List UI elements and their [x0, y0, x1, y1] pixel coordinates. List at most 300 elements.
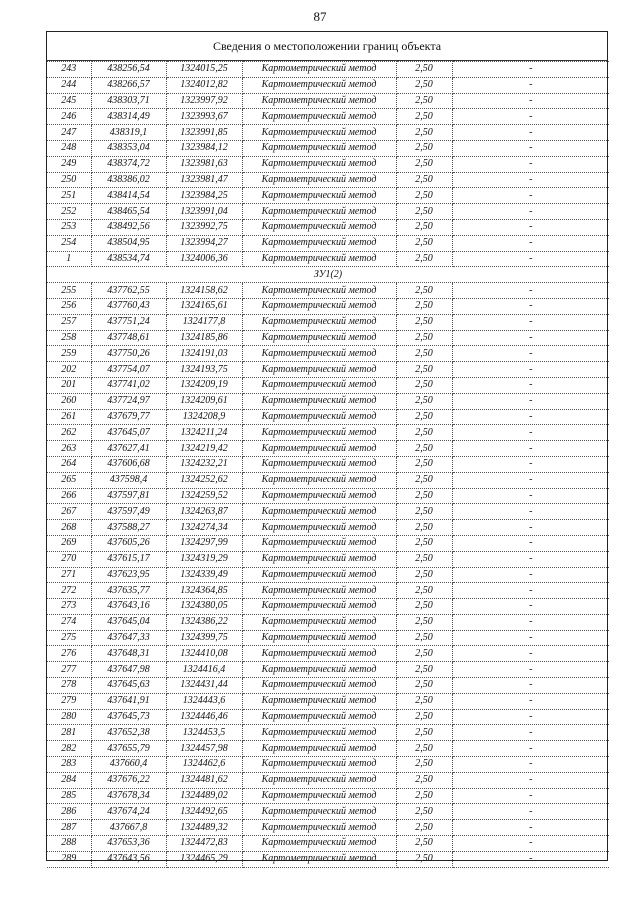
point-number-cell: 277 — [47, 662, 91, 678]
description-cell: - — [452, 62, 609, 78]
accuracy-cell: 2,50 — [396, 172, 452, 188]
accuracy-cell: 2,50 — [396, 125, 452, 141]
accuracy-cell: 2,50 — [396, 788, 452, 804]
description-cell: - — [452, 820, 609, 836]
point-number-cell: 258 — [47, 330, 91, 346]
description-cell: - — [452, 772, 609, 788]
x-coordinate-cell: 437653,36 — [91, 836, 166, 852]
x-coordinate-cell: 437645,04 — [91, 614, 166, 630]
method-cell: Картометрический метод — [242, 741, 396, 757]
x-coordinate-cell: 437588,27 — [91, 520, 166, 536]
table-row — [47, 393, 609, 409]
x-coordinate-cell: 437643,56 — [91, 851, 166, 867]
description-cell: - — [452, 788, 609, 804]
y-coordinate-cell: 1324012,82 — [166, 77, 242, 93]
y-coordinate-cell: 1324364,85 — [166, 583, 242, 599]
point-number-cell: 265 — [47, 472, 91, 488]
x-coordinate-cell: 437635,77 — [91, 583, 166, 599]
point-number-cell: 282 — [47, 741, 91, 757]
x-coordinate-cell: 438534,74 — [91, 251, 166, 267]
point-number-cell: 284 — [47, 772, 91, 788]
table-row — [47, 599, 609, 615]
y-coordinate-cell: 1324209,19 — [166, 377, 242, 393]
method-cell: Картометрический метод — [242, 204, 396, 220]
y-coordinate-cell: 1323993,67 — [166, 109, 242, 125]
description-cell: - — [452, 851, 609, 867]
y-coordinate-cell: 1323991,85 — [166, 125, 242, 141]
table-row — [47, 188, 609, 204]
point-number-cell: 274 — [47, 614, 91, 630]
page-number: 87 — [313, 9, 327, 24]
method-cell: Картометрический метод — [242, 77, 396, 93]
point-number-cell: 271 — [47, 567, 91, 583]
y-coordinate-cell: 1324191,03 — [166, 346, 242, 362]
table-row — [47, 804, 609, 820]
point-number-cell: 270 — [47, 551, 91, 567]
method-cell: Картометрический метод — [242, 693, 396, 709]
description-cell: - — [452, 393, 609, 409]
method-cell: Картометрический метод — [242, 393, 396, 409]
point-number-cell: 283 — [47, 757, 91, 773]
x-coordinate-cell: 437760,43 — [91, 298, 166, 314]
x-coordinate-cell: 438314,49 — [91, 109, 166, 125]
description-cell: - — [452, 219, 609, 235]
description-cell: - — [452, 251, 609, 267]
method-cell: Картометрический метод — [242, 441, 396, 457]
x-coordinate-cell: 437615,17 — [91, 551, 166, 567]
table-row — [47, 172, 609, 188]
x-coordinate-cell: 437598,4 — [91, 472, 166, 488]
y-coordinate-cell: 1324006,36 — [166, 251, 242, 267]
method-cell: Картометрический метод — [242, 456, 396, 472]
description-cell: - — [452, 330, 609, 346]
point-number-cell: 266 — [47, 488, 91, 504]
method-cell: Картометрический метод — [242, 488, 396, 504]
accuracy-cell: 2,50 — [396, 314, 452, 330]
method-cell: Картометрический метод — [242, 219, 396, 235]
table-row — [47, 330, 609, 346]
section-label: ЗУ1(2) — [47, 267, 609, 283]
point-number-cell: 202 — [47, 362, 91, 378]
y-coordinate-cell: 1324263,87 — [166, 504, 242, 520]
y-coordinate-cell: 1323981,63 — [166, 156, 242, 172]
y-coordinate-cell: 1323991,04 — [166, 204, 242, 220]
accuracy-cell: 2,50 — [396, 409, 452, 425]
y-coordinate-cell: 1324158,62 — [166, 283, 242, 299]
accuracy-cell: 2,50 — [396, 630, 452, 646]
accuracy-cell: 2,50 — [396, 377, 452, 393]
table-row — [47, 472, 609, 488]
description-cell: - — [452, 709, 609, 725]
x-coordinate-cell: 437676,22 — [91, 772, 166, 788]
method-cell: Картометрический метод — [242, 346, 396, 362]
table-row — [47, 820, 609, 836]
y-coordinate-cell: 1324416,4 — [166, 662, 242, 678]
method-cell: Картометрический метод — [242, 583, 396, 599]
x-coordinate-cell: 437605,26 — [91, 535, 166, 551]
method-cell: Картометрический метод — [242, 520, 396, 536]
point-number-cell: 276 — [47, 646, 91, 662]
description-cell: - — [452, 836, 609, 852]
x-coordinate-cell: 437645,63 — [91, 678, 166, 694]
x-coordinate-cell: 438386,02 — [91, 172, 166, 188]
method-cell: Картометрический метод — [242, 125, 396, 141]
accuracy-cell: 2,50 — [396, 330, 452, 346]
table-row — [47, 741, 609, 757]
point-number-cell: 286 — [47, 804, 91, 820]
accuracy-cell: 2,50 — [396, 520, 452, 536]
accuracy-cell: 2,50 — [396, 646, 452, 662]
point-number-cell: 250 — [47, 172, 91, 188]
point-number-cell: 263 — [47, 441, 91, 457]
point-number-cell: 247 — [47, 125, 91, 141]
point-number-cell: 245 — [47, 93, 91, 109]
table-row — [47, 456, 609, 472]
y-coordinate-cell: 1324380,05 — [166, 599, 242, 615]
x-coordinate-cell: 437655,79 — [91, 741, 166, 757]
y-coordinate-cell: 1324319,29 — [166, 551, 242, 567]
description-cell: - — [452, 804, 609, 820]
table-row — [47, 693, 609, 709]
point-number-cell: 267 — [47, 504, 91, 520]
accuracy-cell: 2,50 — [396, 551, 452, 567]
table-row — [47, 140, 609, 156]
description-cell: - — [452, 441, 609, 457]
y-coordinate-cell: 1324492,65 — [166, 804, 242, 820]
coordinates-table — [47, 61, 609, 868]
x-coordinate-cell: 437647,98 — [91, 662, 166, 678]
description-cell: - — [452, 283, 609, 299]
point-number-cell: 275 — [47, 630, 91, 646]
y-coordinate-cell: 1324297,99 — [166, 535, 242, 551]
table-title: Сведения о местоположении границ объекта — [47, 32, 607, 61]
description-cell: - — [452, 377, 609, 393]
method-cell: Картометрический метод — [242, 725, 396, 741]
point-number-cell: 269 — [47, 535, 91, 551]
method-cell: Картометрический метод — [242, 172, 396, 188]
y-coordinate-cell: 1324219,42 — [166, 441, 242, 457]
description-cell: - — [452, 93, 609, 109]
description-cell: - — [452, 725, 609, 741]
table-row — [47, 298, 609, 314]
table-row — [47, 409, 609, 425]
accuracy-cell: 2,50 — [396, 567, 452, 583]
accuracy-cell: 2,50 — [396, 425, 452, 441]
point-number-cell: 252 — [47, 204, 91, 220]
table-row — [47, 662, 609, 678]
x-coordinate-cell: 437652,38 — [91, 725, 166, 741]
accuracy-cell: 2,50 — [396, 820, 452, 836]
description-cell: - — [452, 140, 609, 156]
description-cell: - — [452, 362, 609, 378]
accuracy-cell: 2,50 — [396, 662, 452, 678]
point-number-cell: 244 — [47, 77, 91, 93]
point-number-cell: 243 — [47, 62, 91, 78]
point-number-cell: 249 — [47, 156, 91, 172]
point-number-cell: 261 — [47, 409, 91, 425]
table-row — [47, 583, 609, 599]
table-row — [47, 204, 609, 220]
y-coordinate-cell: 1324274,34 — [166, 520, 242, 536]
table-row — [47, 125, 609, 141]
accuracy-cell: 2,50 — [396, 472, 452, 488]
x-coordinate-cell: 438374,72 — [91, 156, 166, 172]
method-cell: Картометрический метод — [242, 757, 396, 773]
accuracy-cell: 2,50 — [396, 678, 452, 694]
method-cell: Картометрический метод — [242, 614, 396, 630]
description-cell: - — [452, 488, 609, 504]
x-coordinate-cell: 438256,54 — [91, 62, 166, 78]
section-row — [47, 267, 609, 283]
point-number-cell: 260 — [47, 393, 91, 409]
method-cell: Картометрический метод — [242, 298, 396, 314]
point-number-cell: 285 — [47, 788, 91, 804]
accuracy-cell: 2,50 — [396, 235, 452, 251]
description-cell: - — [452, 172, 609, 188]
x-coordinate-cell: 437645,73 — [91, 709, 166, 725]
description-cell: - — [452, 125, 609, 141]
description-cell: - — [452, 156, 609, 172]
y-coordinate-cell: 1324453,5 — [166, 725, 242, 741]
x-coordinate-cell: 437597,81 — [91, 488, 166, 504]
point-number-cell: 251 — [47, 188, 91, 204]
y-coordinate-cell: 1324193,75 — [166, 362, 242, 378]
y-coordinate-cell: 1324185,86 — [166, 330, 242, 346]
table-row — [47, 93, 609, 109]
method-cell: Картометрический метод — [242, 362, 396, 378]
x-coordinate-cell: 437724,97 — [91, 393, 166, 409]
table-row — [47, 156, 609, 172]
y-coordinate-cell: 1324259,52 — [166, 488, 242, 504]
y-coordinate-cell: 1324410,08 — [166, 646, 242, 662]
description-cell: - — [452, 456, 609, 472]
y-coordinate-cell: 1324165,61 — [166, 298, 242, 314]
method-cell: Картометрический метод — [242, 251, 396, 267]
x-coordinate-cell: 438492,56 — [91, 219, 166, 235]
table-row — [47, 851, 609, 867]
description-cell: - — [452, 646, 609, 662]
accuracy-cell: 2,50 — [396, 725, 452, 741]
table-row — [47, 551, 609, 567]
point-number-cell: 264 — [47, 456, 91, 472]
x-coordinate-cell: 437627,41 — [91, 441, 166, 457]
accuracy-cell: 2,50 — [396, 693, 452, 709]
method-cell: Картометрический метод — [242, 377, 396, 393]
x-coordinate-cell: 437679,77 — [91, 409, 166, 425]
table-row — [47, 709, 609, 725]
y-coordinate-cell: 1324208,9 — [166, 409, 242, 425]
point-number-cell: 259 — [47, 346, 91, 362]
accuracy-cell: 2,50 — [396, 251, 452, 267]
point-number-cell: 272 — [47, 583, 91, 599]
x-coordinate-cell: 438353,04 — [91, 140, 166, 156]
description-cell: - — [452, 520, 609, 536]
point-number-cell: 281 — [47, 725, 91, 741]
description-cell: - — [452, 77, 609, 93]
y-coordinate-cell: 1324489,32 — [166, 820, 242, 836]
method-cell: Картометрический метод — [242, 678, 396, 694]
x-coordinate-cell: 437647,33 — [91, 630, 166, 646]
x-coordinate-cell: 437762,55 — [91, 283, 166, 299]
description-cell: - — [452, 188, 609, 204]
y-coordinate-cell: 1324472,83 — [166, 836, 242, 852]
y-coordinate-cell: 1324481,62 — [166, 772, 242, 788]
point-number-cell: 288 — [47, 836, 91, 852]
accuracy-cell: 2,50 — [396, 804, 452, 820]
x-coordinate-cell: 438414,54 — [91, 188, 166, 204]
accuracy-cell: 2,50 — [396, 219, 452, 235]
y-coordinate-cell: 1324232,21 — [166, 456, 242, 472]
point-number-cell: 287 — [47, 820, 91, 836]
accuracy-cell: 2,50 — [396, 836, 452, 852]
y-coordinate-cell: 1324386,22 — [166, 614, 242, 630]
x-coordinate-cell: 437645,07 — [91, 425, 166, 441]
x-coordinate-cell: 437678,34 — [91, 788, 166, 804]
method-cell: Картометрический метод — [242, 188, 396, 204]
description-cell: - — [452, 204, 609, 220]
y-coordinate-cell: 1324431,44 — [166, 678, 242, 694]
description-cell: - — [452, 693, 609, 709]
table-row — [47, 567, 609, 583]
method-cell: Картометрический метод — [242, 504, 396, 520]
table-row — [47, 346, 609, 362]
description-cell: - — [452, 567, 609, 583]
x-coordinate-cell: 437750,26 — [91, 346, 166, 362]
accuracy-cell: 2,50 — [396, 204, 452, 220]
table-row — [47, 630, 609, 646]
y-coordinate-cell: 1323984,12 — [166, 140, 242, 156]
table-row — [47, 520, 609, 536]
table-row — [47, 62, 609, 78]
accuracy-cell: 2,50 — [396, 741, 452, 757]
description-cell: - — [452, 662, 609, 678]
accuracy-cell: 2,50 — [396, 346, 452, 362]
method-cell: Картометрический метод — [242, 851, 396, 867]
table-row — [47, 836, 609, 852]
x-coordinate-cell: 437660,4 — [91, 757, 166, 773]
accuracy-cell: 2,50 — [396, 757, 452, 773]
point-number-cell: 255 — [47, 283, 91, 299]
accuracy-cell: 2,50 — [396, 393, 452, 409]
method-cell: Картометрический метод — [242, 630, 396, 646]
table-row — [47, 725, 609, 741]
x-coordinate-cell: 437754,07 — [91, 362, 166, 378]
table-row — [47, 219, 609, 235]
method-cell: Картометрический метод — [242, 646, 396, 662]
y-coordinate-cell: 1324489,02 — [166, 788, 242, 804]
y-coordinate-cell: 1323984,25 — [166, 188, 242, 204]
y-coordinate-cell: 1324209,61 — [166, 393, 242, 409]
x-coordinate-cell: 437741,02 — [91, 377, 166, 393]
method-cell: Картометрический метод — [242, 235, 396, 251]
description-cell: - — [452, 346, 609, 362]
method-cell: Картометрический метод — [242, 551, 396, 567]
accuracy-cell: 2,50 — [396, 709, 452, 725]
table-row — [47, 314, 609, 330]
table-row — [47, 251, 609, 267]
x-coordinate-cell: 437597,49 — [91, 504, 166, 520]
method-cell: Картометрический метод — [242, 472, 396, 488]
table-row — [47, 757, 609, 773]
point-number-cell: 279 — [47, 693, 91, 709]
point-number-cell: 248 — [47, 140, 91, 156]
method-cell: Картометрический метод — [242, 788, 396, 804]
description-cell: - — [452, 551, 609, 567]
table-row — [47, 614, 609, 630]
table-row — [47, 646, 609, 662]
point-number-cell: 256 — [47, 298, 91, 314]
method-cell: Картометрический метод — [242, 93, 396, 109]
x-coordinate-cell: 437643,16 — [91, 599, 166, 615]
point-number-cell: 268 — [47, 520, 91, 536]
method-cell: Картометрический метод — [242, 409, 396, 425]
method-cell: Картометрический метод — [242, 140, 396, 156]
table-row — [47, 77, 609, 93]
accuracy-cell: 2,50 — [396, 504, 452, 520]
point-number-cell: 278 — [47, 678, 91, 694]
table-row — [47, 504, 609, 520]
description-cell: - — [452, 425, 609, 441]
method-cell: Картометрический метод — [242, 156, 396, 172]
accuracy-cell: 2,50 — [396, 156, 452, 172]
method-cell: Картометрический метод — [242, 314, 396, 330]
description-cell: - — [452, 614, 609, 630]
accuracy-cell: 2,50 — [396, 599, 452, 615]
method-cell: Картометрический метод — [242, 709, 396, 725]
description-cell: - — [452, 472, 609, 488]
table-row — [47, 678, 609, 694]
method-cell: Картометрический метод — [242, 836, 396, 852]
accuracy-cell: 2,50 — [396, 456, 452, 472]
x-coordinate-cell: 437748,61 — [91, 330, 166, 346]
x-coordinate-cell: 437674,24 — [91, 804, 166, 820]
description-cell: - — [452, 504, 609, 520]
x-coordinate-cell: 438303,71 — [91, 93, 166, 109]
method-cell: Картометрический метод — [242, 283, 396, 299]
x-coordinate-cell: 437623,95 — [91, 567, 166, 583]
description-cell: - — [452, 314, 609, 330]
method-cell: Картометрический метод — [242, 662, 396, 678]
accuracy-cell: 2,50 — [396, 488, 452, 504]
y-coordinate-cell: 1324465,29 — [166, 851, 242, 867]
accuracy-cell: 2,50 — [396, 188, 452, 204]
point-number-cell: 246 — [47, 109, 91, 125]
accuracy-cell: 2,50 — [396, 851, 452, 867]
description-cell: - — [452, 409, 609, 425]
table-row — [47, 488, 609, 504]
description-cell: - — [452, 741, 609, 757]
y-coordinate-cell: 1324446,46 — [166, 709, 242, 725]
accuracy-cell: 2,50 — [396, 441, 452, 457]
method-cell: Картометрический метод — [242, 109, 396, 125]
method-cell: Картометрический метод — [242, 62, 396, 78]
method-cell: Картометрический метод — [242, 567, 396, 583]
point-number-cell: 253 — [47, 219, 91, 235]
method-cell: Картометрический метод — [242, 772, 396, 788]
x-coordinate-cell: 438465,54 — [91, 204, 166, 220]
y-coordinate-cell: 1324177,8 — [166, 314, 242, 330]
point-number-cell: 257 — [47, 314, 91, 330]
y-coordinate-cell: 1323992,75 — [166, 219, 242, 235]
description-cell: - — [452, 535, 609, 551]
accuracy-cell: 2,50 — [396, 140, 452, 156]
accuracy-cell: 2,50 — [396, 583, 452, 599]
accuracy-cell: 2,50 — [396, 535, 452, 551]
y-coordinate-cell: 1324457,98 — [166, 741, 242, 757]
description-cell: - — [452, 599, 609, 615]
accuracy-cell: 2,50 — [396, 93, 452, 109]
table-row — [47, 283, 609, 299]
